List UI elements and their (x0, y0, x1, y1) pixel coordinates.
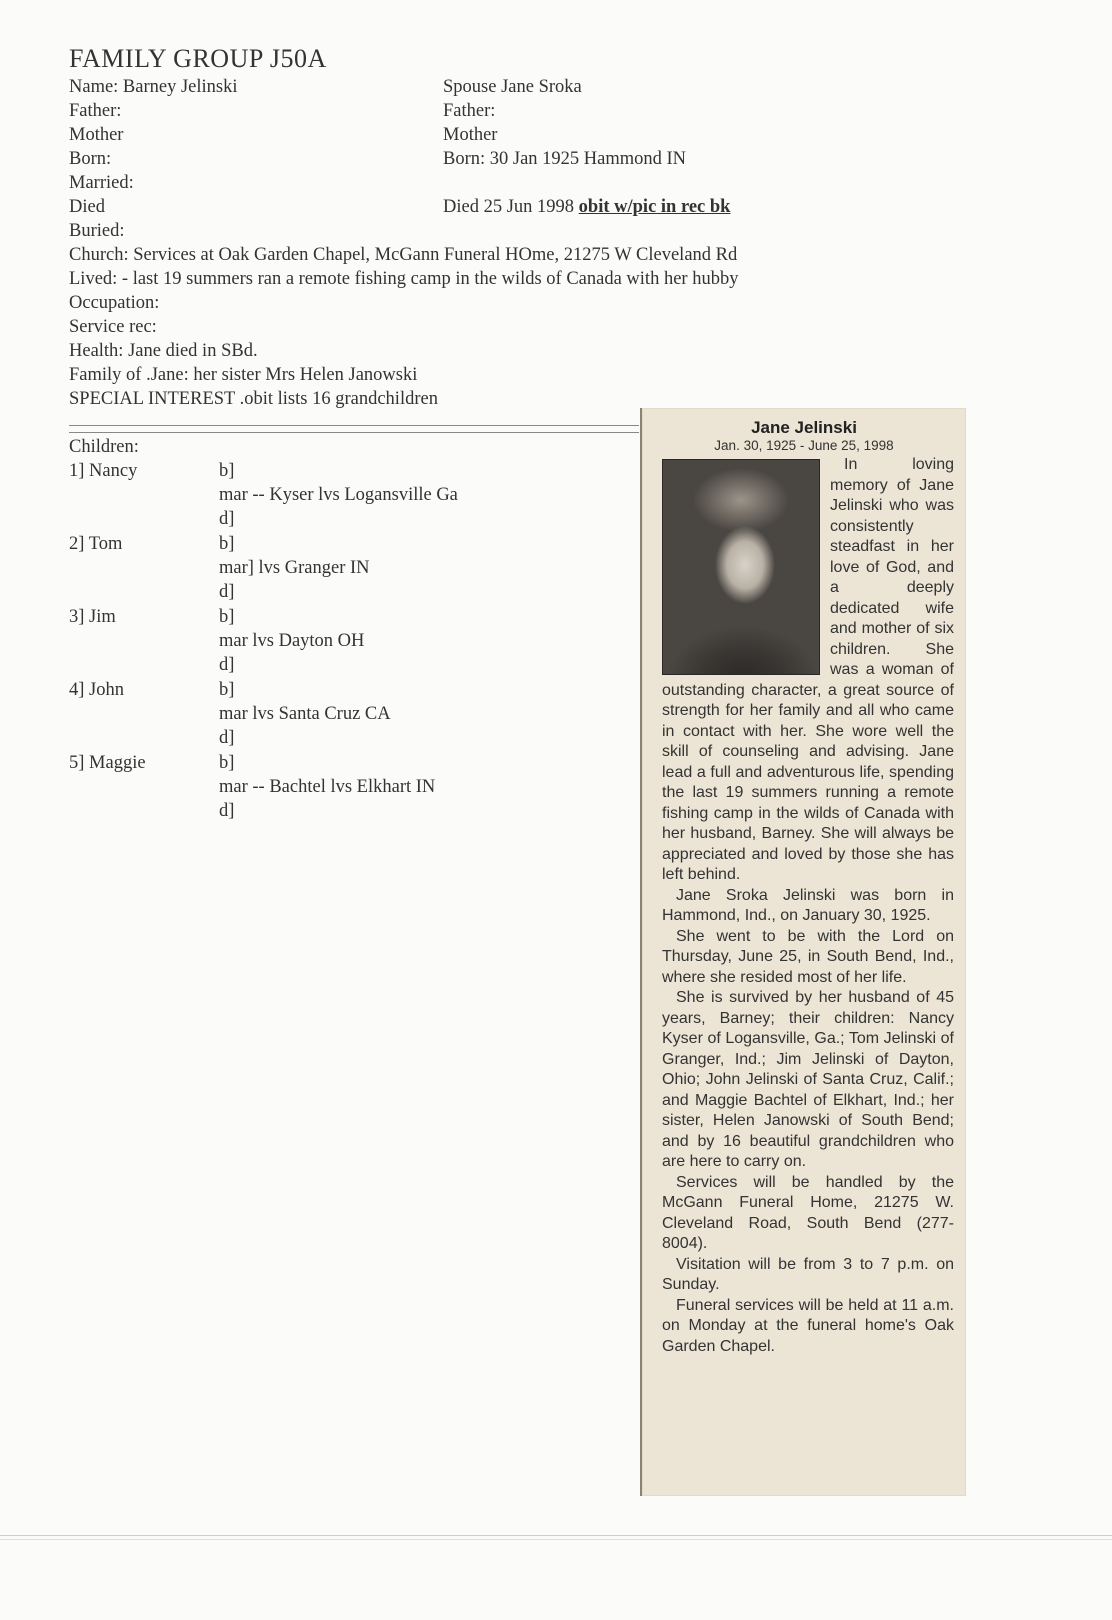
service-record-field: Service rec: (69, 317, 157, 337)
double-divider (69, 425, 639, 433)
obituary-paragraph: Funeral services will be held at 11 a.m. on Monday at the funeral home's Oak Garden Chapel. (662, 1296, 954, 1355)
died-field: Died (69, 197, 105, 217)
spouse-born: Born: 30 Jan 1925 Hammond IN (443, 149, 687, 169)
child-born: b] (219, 753, 235, 773)
child-married: mar -- Bachtel lvs Elkhart IN (219, 777, 436, 797)
child-married: mar lvs Santa Cruz CA (219, 704, 391, 724)
child-married: mar lvs Dayton OH (219, 631, 365, 651)
obituary-name: Jane Jelinski (751, 418, 857, 437)
page-bottom-divider (0, 1535, 1112, 1540)
child-died: d] (219, 655, 235, 675)
child-name: 5] Maggie (69, 753, 146, 773)
church-field: Church: Services at Oak Garden Chapel, McGann Funeral HOme, 21275 W Cleveland Rd (69, 245, 738, 265)
born-field: Born: (69, 149, 112, 169)
obituary-body (662, 455, 954, 1357)
lived-field: Lived: - last 19 summers ran a remote fishing camp in the wilds of Canada with her hubby (69, 269, 739, 289)
child-born: b] (219, 607, 235, 627)
spouse-name: Spouse Jane Sroka (443, 77, 582, 97)
obituary-dates: Jan. 30, 1925 - June 25, 1998 (714, 438, 894, 453)
special-interest-field: SPECIAL INTEREST .obit lists 16 grandchildren (69, 389, 438, 409)
married-field: Married: (69, 173, 134, 193)
obituary-paragraph: She went to be with the Lord on Thursday, June 25, in South Bend, Ind., where she resided most of her life. (662, 927, 954, 986)
child-born: b] (219, 534, 235, 554)
obituary-paragraph: Visitation will be from 3 to 7 p.m. on Sunday. (662, 1255, 954, 1293)
obituary-paragraph: She is survived by her husband of 45 years, Barney; their children: Nancy Kyser of Logansville, Ga.; Tom Jelinski of Granger, Ind.; Jim Jelinski of Dayton, Ohio; John Jelinski of Santa Cruz, Calif.; and Maggie Bachtel of Elkhart, Ind.; her sister, Helen Janowski of South Bend; and by 16 beautiful grandchildren who are here to carry on. (662, 989, 954, 1170)
obituary-paragraph: Jane Sroka Jelinski was born in Hammond, Ind., on January 30, 1925. (662, 886, 954, 924)
child-name: 4] John (69, 680, 124, 700)
child-died: d] (219, 801, 235, 821)
obituary-paragraph-text: In loving memory of Jane Jelinski who was consistently steadfast in her love of God, and a deeply dedicated wife and mother of six children. She was a woman of outstanding character, a great source of strength for her family and all who came in contact with her. She wore well the skill of counseling and advising. Jane lead a full and adventurous life, spending the last 19 summers running a remote fishing camp in the wilds of Canada with her husband, Barney. She will always be appreciated and loved by those she has left behind. (662, 456, 954, 883)
name-field: Name: Barney Jelinski (69, 77, 238, 97)
mother-field: Mother (69, 125, 124, 145)
occupation-field: Occupation: (69, 293, 160, 313)
spouse-mother: Mother (443, 125, 498, 145)
child-name: 1] Nancy (69, 461, 138, 481)
father-field: Father: (69, 101, 122, 121)
child-married: mar -- Kyser lvs Logansville Ga (219, 485, 458, 505)
obit-link[interactable]: obit w/pic in rec bk (578, 197, 731, 217)
child-born: b] (219, 680, 235, 700)
child-name: 3] Jim (69, 607, 116, 627)
health-field: Health: Jane died in SBd. (69, 341, 258, 361)
child-died: d] (219, 509, 235, 529)
page-title: FAMILY GROUP J50A (69, 44, 327, 73)
spouse-father: Father: (443, 101, 496, 121)
portrait-photo (662, 459, 820, 675)
child-died: d] (219, 582, 235, 602)
obituary-paragraph (662, 455, 954, 886)
spouse-died-text: Died 25 Jun 1998 (443, 197, 579, 217)
child-name: 2] Tom (69, 534, 123, 554)
child-died: d] (219, 728, 235, 748)
child-born: b] (219, 461, 235, 481)
child-married: mar] lvs Granger IN (219, 558, 370, 578)
obituary-paragraph: Services will be handled by the McGann Funeral Home, 21275 W. Cleveland Road, South Bend (277-8004). (662, 1173, 954, 1252)
buried-field: Buried: (69, 221, 125, 241)
children-label: Children: (69, 437, 139, 457)
obituary-clipping (640, 408, 966, 1496)
family-field: Family of .Jane: her sister Mrs Helen Janowski (69, 365, 418, 385)
spouse-died (443, 195, 730, 219)
